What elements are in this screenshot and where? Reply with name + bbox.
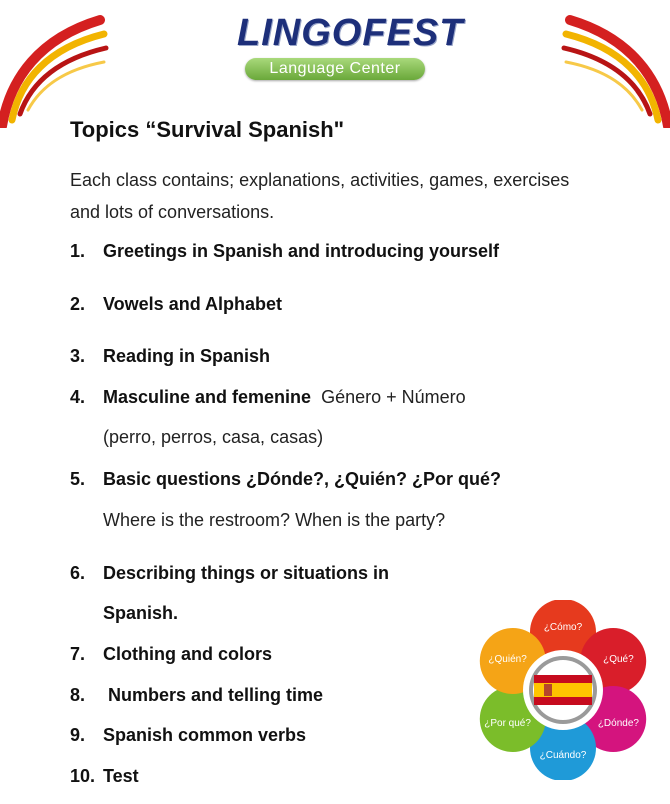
topic-label: Masculine and femenine <box>103 387 312 407</box>
topic-label: Test <box>103 766 139 786</box>
topic-number: 6. <box>70 563 86 583</box>
flower-petal-label: ¿Quién? <box>488 654 527 665</box>
flower-petal-label: ¿Cómo? <box>543 622 583 633</box>
topic-subtext: (perro, perros, casa, casas) <box>103 427 324 447</box>
topic-number: 10. <box>70 766 96 786</box>
page-title: Topics “Survival Spanish" <box>70 117 345 142</box>
topic-number: 1. <box>70 241 86 261</box>
logo-tagline: Language Center <box>245 58 425 80</box>
topic-label: Clothing and colors <box>103 644 272 664</box>
topic-number: 7. <box>70 644 86 664</box>
topic-number: 2. <box>70 294 86 314</box>
topic-label: Describing things or situations in <box>103 563 390 583</box>
topic-number: 5. <box>70 469 86 489</box>
flower-petal-label: ¿Qué? <box>603 654 634 665</box>
left-ribbon-decoration <box>0 8 110 128</box>
right-ribbon-decoration <box>560 8 670 128</box>
topic-label: Basic questions ¿Dónde?, ¿Quién? ¿Por qué? <box>103 469 502 489</box>
spain-flag-icon <box>534 675 592 705</box>
topic-label: Vowels and Alphabet <box>103 294 283 314</box>
logo-name: LINGOFEST <box>237 12 464 54</box>
topic-extra: Género + Número <box>321 387 466 407</box>
topic-subtext: Spanish. <box>103 603 179 623</box>
lingofest-logo <box>237 10 464 90</box>
question-words-flower <box>478 600 648 780</box>
topic-label: Numbers and telling time <box>103 685 324 705</box>
intro-text: Each class contains; explanations, activities, games, exercises and lots of conversations. <box>70 170 570 222</box>
topic-number: 4. <box>70 387 86 407</box>
topic-subtext: Where is the restroom? When is the party? <box>103 510 446 530</box>
topic-label: Reading in Spanish <box>103 346 271 366</box>
topic-label-row <box>103 384 466 410</box>
topic-number: 8. <box>70 685 86 705</box>
topic-number: 3. <box>70 346 86 366</box>
flower-petal-label: ¿Dónde? <box>597 718 639 729</box>
topic-label: Greetings in Spanish and introducing yourself <box>103 241 500 261</box>
flower-petal-label: ¿Por qué? <box>484 718 531 729</box>
topic-label: Spanish common verbs <box>103 725 307 745</box>
topic-number: 9. <box>70 725 86 745</box>
flower-petal-label: ¿Cuándo? <box>539 750 587 761</box>
